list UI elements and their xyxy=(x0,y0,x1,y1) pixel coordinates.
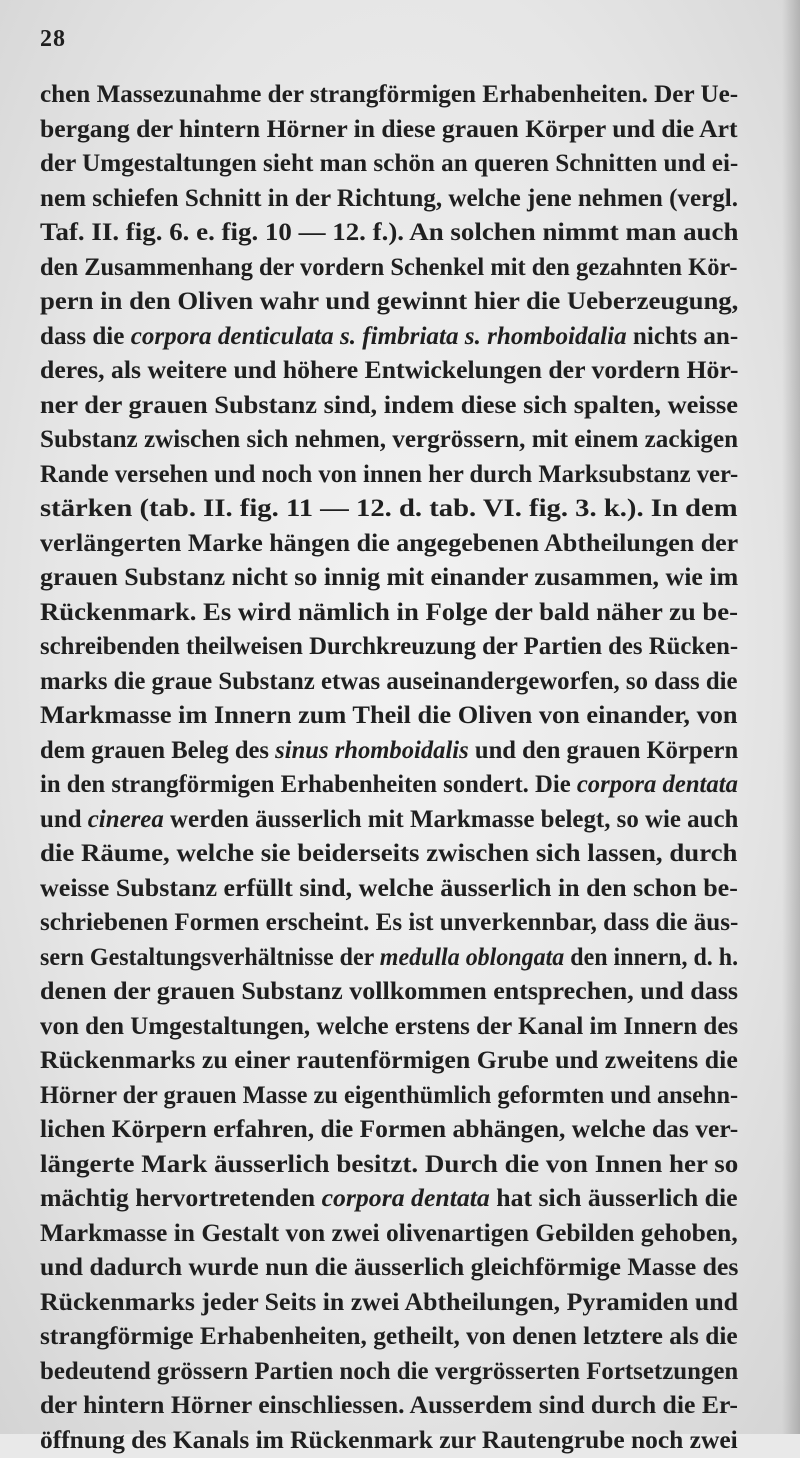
text-line xyxy=(40,423,738,458)
text-line xyxy=(40,1286,738,1321)
text-segment: werden äusserlich mit Markmasse belegt, so wie auch xyxy=(164,806,738,833)
text-segment: nem schiefen Schnitt in der Richtung, welche jene nehmen (vergl. xyxy=(40,185,738,212)
text-segment: grauen Substanz nicht so innig mit einander zusammen, wie im xyxy=(40,564,738,591)
text-segment: in den strangförmigen Erhabenheiten sondert. Die xyxy=(40,771,577,798)
text-segment: Rande versehen und noch von innen her durch Marksubstanz ver- xyxy=(40,461,738,488)
text-line xyxy=(40,1251,738,1286)
text-segment: bedeutend grössern Partien noch die vergrösserten Fortsetzungen xyxy=(40,1358,738,1385)
text-segment: deres, als weitere und höhere Entwickelungen der vordern Hör- xyxy=(40,357,738,384)
text-segment: Rückenmark. Es wird nämlich in Folge der bald näher zu be- xyxy=(40,599,738,626)
text-segment: und xyxy=(40,806,88,833)
text-segment: verlängerten Marke hängen die angegebenen Abtheilungen der xyxy=(40,530,738,557)
text-line xyxy=(40,458,738,493)
text-segment: sern Gestaltungsverhältnisse der xyxy=(40,944,380,971)
text-segment: der Umgestaltungen sieht man schön an queren Schnitten und ei- xyxy=(40,150,738,177)
text-segment: strangförmige Erhabenheiten, getheilt, von denen letztere als die xyxy=(40,1323,738,1350)
text-line xyxy=(40,354,738,389)
text-segment: öffnung des Kanals im Rückenmark zur Rautengrube noch zwei xyxy=(40,1427,738,1454)
italic-term: corpora dentata xyxy=(577,771,738,798)
text-line xyxy=(40,527,738,562)
italic-term: corpora dentata xyxy=(322,1185,490,1212)
italic-term: sinus rhomboidalis xyxy=(275,737,469,764)
text-segment: hat sich äusserlich die xyxy=(490,1185,738,1212)
text-line xyxy=(40,182,738,217)
text-segment: ner der grauen Substanz sind, indem diese sich spalten, weisse xyxy=(40,392,738,419)
text-segment: bergang der hintern Hörner in diese grauen Körper und die Art xyxy=(40,116,738,143)
text-segment: Markmasse im Innern zum Theil die Oliven von einander, von xyxy=(40,702,738,729)
text-segment: die Räume, welche sie beiderseits zwischen sich lassen, durch xyxy=(40,840,737,867)
text-line xyxy=(40,1182,738,1217)
text-segment: und dadurch wurde nun die äusserlich gleichförmige Masse des xyxy=(40,1254,738,1281)
text-line xyxy=(40,389,738,424)
text-line xyxy=(40,699,738,734)
page-edge-shadow xyxy=(782,0,800,1434)
text-segment: Rückenmarks jeder Seits in zwei Abtheilungen, Pyramiden und xyxy=(40,1289,738,1316)
text-segment: schriebenen Formen erscheint. Es ist unverkennbar, dass die äus- xyxy=(40,909,738,936)
text-line xyxy=(40,734,738,769)
text-segment: Hörner der grauen Masse zu eigenthümlich geformten und ansehn- xyxy=(40,1082,738,1109)
text-line xyxy=(40,1355,738,1390)
text-line xyxy=(40,941,738,976)
text-line xyxy=(40,768,738,803)
text-line xyxy=(40,872,738,907)
text-line xyxy=(40,113,738,148)
text-segment: und den grauen Körpern xyxy=(469,737,738,764)
text-line xyxy=(40,251,738,286)
text-segment: Substanz zwischen sich nehmen, vergrössern, mit einem zackigen xyxy=(40,426,738,453)
text-line xyxy=(40,906,738,941)
text-line xyxy=(40,837,738,872)
text-line xyxy=(40,1217,738,1252)
text-segment: der hintern Hörner einschliessen. Ausserdem sind durch die Er- xyxy=(40,1392,738,1419)
italic-term: corpora denticulata s. fimbriata s. rhomboidalia xyxy=(131,323,627,350)
text-line xyxy=(40,1044,738,1079)
text-line xyxy=(40,1320,738,1355)
text-segment: nichts an- xyxy=(627,323,738,350)
text-segment: pern in den Oliven wahr und gewinnt hier die Ueberzeugung, xyxy=(40,288,738,315)
text-segment: schreibenden theilweisen Durchkreuzung der Partien des Rücken- xyxy=(40,633,738,660)
text-line xyxy=(40,1389,738,1424)
italic-term: medulla oblongata xyxy=(380,944,564,971)
text-segment: längerte Mark äusserlich besitzt. Durch die von Innen her so xyxy=(40,1151,738,1178)
text-line xyxy=(40,285,738,320)
text-line xyxy=(40,492,738,527)
text-segment: den Zusammenhang der vordern Schenkel mit den gezahnten Kör- xyxy=(40,254,738,281)
text-segment: Markmasse in Gestalt von zwei olivenartigen Gebilden gehoben, xyxy=(40,1220,738,1247)
text-segment: chen Massezunahme der strangförmigen Erhabenheiten. Der Ue- xyxy=(40,81,738,108)
text-line xyxy=(40,975,738,1010)
text-segment: mächtig hervortretenden xyxy=(40,1185,322,1212)
text-line xyxy=(40,1424,738,1458)
page-number: 28 xyxy=(40,26,66,53)
text-segment: Rückenmarks zu einer rautenförmigen Grube und zweitens die xyxy=(40,1047,738,1074)
text-line xyxy=(40,596,738,631)
text-line xyxy=(40,1113,738,1148)
text-line xyxy=(40,1010,738,1045)
text-segment: denen der grauen Substanz vollkommen entsprechen, und dass xyxy=(40,978,738,1005)
text-line xyxy=(40,216,738,251)
italic-term: cinerea xyxy=(88,806,164,833)
text-line xyxy=(40,320,738,355)
text-line xyxy=(40,561,738,596)
text-segment: stärken (tab. II. fig. 11 — 12. d. tab. VI. fig. 3. k.). In dem xyxy=(40,495,738,522)
body-text xyxy=(40,78,738,1458)
text-line xyxy=(40,665,738,700)
text-line xyxy=(40,1148,738,1183)
text-segment: dem grauen Beleg des xyxy=(40,737,275,764)
text-segment: lichen Körpern erfahren, die Formen abhängen, welche das ver- xyxy=(40,1116,738,1143)
text-line xyxy=(40,630,738,665)
text-line xyxy=(40,803,738,838)
text-segment: dass die xyxy=(40,323,131,350)
text-segment: Taf. II. fig. 6. e. fig. 10 — 12. f.). An solchen nimmt man auch xyxy=(40,219,738,246)
text-line xyxy=(40,78,738,113)
text-segment: den innern, d. h. xyxy=(564,944,738,971)
text-line xyxy=(40,1079,738,1114)
text-line xyxy=(40,147,738,182)
text-segment: weisse Substanz erfüllt sind, welche äusserlich in den schon be- xyxy=(40,875,738,902)
text-segment: von den Umgestaltungen, welche erstens der Kanal im Innern des xyxy=(40,1013,738,1040)
text-segment: marks die graue Substanz etwas auseinandergeworfen, so dass die xyxy=(40,668,738,695)
